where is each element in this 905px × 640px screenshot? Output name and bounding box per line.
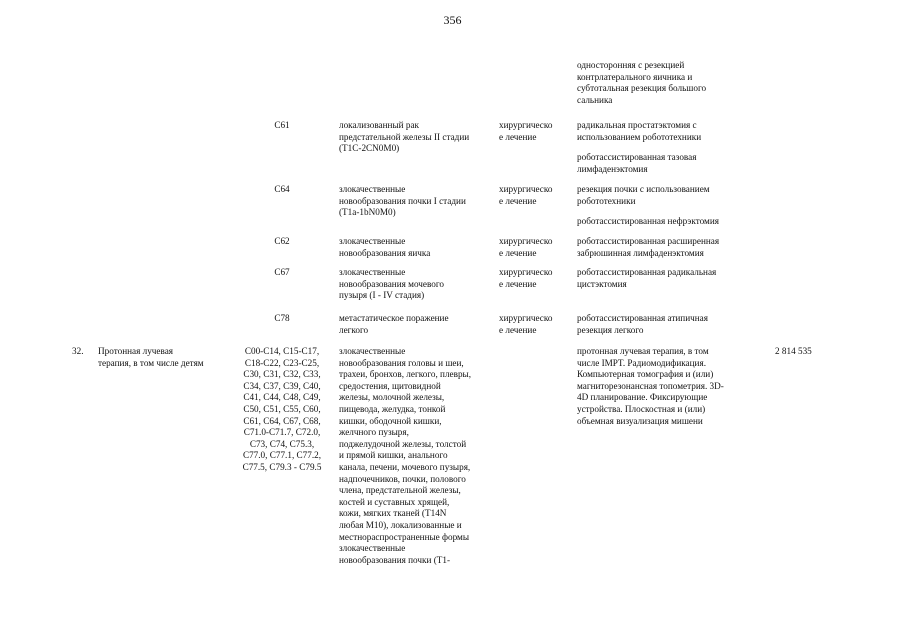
text-line: робототехники xyxy=(577,195,636,206)
text-line: субтотальная резекция большого xyxy=(577,83,707,94)
text-line: злокачественные xyxy=(339,236,406,246)
text-line: C00-C14, C15-C17, xyxy=(244,346,320,356)
diagnosis-text xyxy=(339,267,444,302)
text-line: поджелудочной железы, толстой xyxy=(339,438,467,449)
text-line: резекция легкого xyxy=(577,324,644,335)
text-line: местнораспространенные формы xyxy=(339,531,470,542)
text-line: магниторезонансная топометрия. 3D- xyxy=(577,380,724,391)
icd-code: C64 xyxy=(274,184,290,194)
text-line: лимфаденэктомия xyxy=(577,163,648,174)
text-line: е лечение xyxy=(499,324,537,335)
method-text xyxy=(577,346,724,427)
text-line: новообразования почки I стадии xyxy=(339,195,466,206)
icd-code: C61 xyxy=(274,120,290,130)
method-text xyxy=(577,216,719,228)
text-line: C77.5, C79.3 - C79.5 xyxy=(242,461,322,472)
text-line: новообразования яичка xyxy=(339,247,431,258)
text-line: 4D планирование. Фиксирующие xyxy=(577,392,708,403)
text-line: члена, предстательной железы, xyxy=(339,485,461,496)
diagnosis-text xyxy=(339,120,469,155)
text-line: канала, печени, мочевого пузыря, xyxy=(339,461,471,472)
text-line: трахеи, бронхов, легкого, плевры, xyxy=(339,369,472,380)
text-line: локализованный рак xyxy=(339,120,419,130)
text-line: железы, молочной железы, xyxy=(339,392,445,403)
method-text xyxy=(577,267,716,290)
text-line: роботассистированная нефрэктомия xyxy=(577,216,719,226)
diagnosis-text xyxy=(339,236,430,259)
text-line: числе IMPT. Радиомодификация. xyxy=(577,357,706,368)
method-text xyxy=(577,313,708,336)
service-name xyxy=(98,346,204,369)
text-line: радикальная простатэктомия с xyxy=(577,120,697,130)
text-line: хирургическо xyxy=(499,267,553,277)
text-line: C41, C44, C48, C49, xyxy=(243,392,321,403)
text-line: средостения, щитовидной xyxy=(339,380,441,391)
text-line: хирургическо xyxy=(499,236,553,246)
text-line: метастатическое поражение xyxy=(339,313,449,323)
text-line: сальника xyxy=(577,94,613,105)
text-line: C61, C64, C67, C68, xyxy=(243,415,321,426)
text-line: е лечение xyxy=(499,278,537,289)
diagnosis-text xyxy=(339,184,466,219)
icd-code: C67 xyxy=(274,267,290,277)
text-line: желчного пузыря, xyxy=(339,427,409,438)
text-line: хирургическо xyxy=(499,120,553,130)
icd-code: C62 xyxy=(274,236,290,246)
text-line: новообразования головы и шеи, xyxy=(339,357,464,368)
cost-value: 2 814 535 xyxy=(775,346,812,356)
text-line: злокачественные xyxy=(339,346,406,356)
row-number: 32. xyxy=(72,346,84,356)
page-number: 356 xyxy=(443,13,462,27)
diagnosis-text xyxy=(339,346,471,566)
method-text xyxy=(577,184,710,207)
treatment-type xyxy=(499,267,552,290)
text-line: Протонная лучевая xyxy=(98,346,174,356)
diagnosis-text xyxy=(339,313,449,336)
text-line: новообразования почки (T1- xyxy=(339,554,451,565)
text-line: C50, C51, C55, C60, xyxy=(243,403,321,414)
text-line: C30, C31, C32, C33, xyxy=(243,369,321,380)
text-line: и прямой кишки, анального xyxy=(339,450,448,461)
text-line: терапия, в том числе детям xyxy=(98,357,204,368)
text-line: C77.0, C77.1, C77.2, xyxy=(242,450,322,461)
text-line: е лечение xyxy=(499,131,537,142)
method-text xyxy=(577,236,719,259)
treatment-type xyxy=(499,184,552,207)
text-line: злокачественные xyxy=(339,267,406,277)
text-line: роботассистированная радикальная xyxy=(577,267,717,277)
treatment-type xyxy=(499,313,552,336)
text-line: хирургическо xyxy=(499,184,553,194)
text-line: протонная лучевая терапия, в том xyxy=(577,346,709,356)
text-line: роботассистированная расширенная xyxy=(577,236,720,246)
icd-code-list xyxy=(234,346,330,474)
text-line: кишки, ободочной кишки, xyxy=(339,415,442,426)
text-line: новообразования мочевого xyxy=(339,278,445,289)
text-line: любая M10), локализованные и xyxy=(339,519,462,530)
text-line: е лечение xyxy=(499,247,537,258)
text-line: цистэктомия xyxy=(577,278,627,289)
text-line: односторонняя с резекцией xyxy=(577,60,685,70)
text-line: C18-C22, C23-C25, xyxy=(244,357,320,368)
text-line: злокачественные xyxy=(339,184,406,194)
text-line: предстательной железы II стадии xyxy=(339,131,470,142)
treatment-type xyxy=(499,120,552,143)
treatment-type xyxy=(499,236,552,259)
text-line: C34, C37, C39, C40, xyxy=(243,380,321,391)
text-line: злокачественные xyxy=(339,543,406,554)
text-line: (T1a-1bN0M0) xyxy=(339,207,396,218)
text-line: кожи, мягких тканей (T14N xyxy=(339,508,447,519)
text-line: C73, C74, C75.3, xyxy=(249,438,315,449)
text-line: забрюшинная лимфаденэктомия xyxy=(577,247,704,258)
text-line: использованием робототехники xyxy=(577,131,702,142)
text-line: C71.0-C71.7, C72.0, xyxy=(243,427,321,438)
text-line: надпочечников, почки, полового xyxy=(339,473,466,484)
text-line: устройства. Плоскостная и (или) xyxy=(577,403,706,414)
text-line: костей и суставных хрящей, xyxy=(339,496,450,507)
text-line: хирургическо xyxy=(499,313,553,323)
text-line: объемная визуализация мишени xyxy=(577,415,703,426)
icd-code: C78 xyxy=(274,313,290,323)
method-text xyxy=(577,120,701,143)
text-line: роботассистированная атипичная xyxy=(577,313,708,323)
text-line: контрлатерального яичника и xyxy=(577,71,693,82)
method-text xyxy=(577,152,696,175)
method-text xyxy=(577,60,706,106)
text-line: пузыря (I - IV стадия) xyxy=(339,290,425,301)
text-line: Компьютерная томография и (или) xyxy=(577,369,714,380)
text-line: (T1C-2CN0M0) xyxy=(339,143,400,154)
text-line: роботассистированная тазовая xyxy=(577,152,697,162)
text-line: е лечение xyxy=(499,195,537,206)
text-line: пищевода, желудка, тонкой xyxy=(339,403,446,414)
text-line: резекция почки с использованием xyxy=(577,184,710,194)
text-line: легкого xyxy=(339,324,369,335)
